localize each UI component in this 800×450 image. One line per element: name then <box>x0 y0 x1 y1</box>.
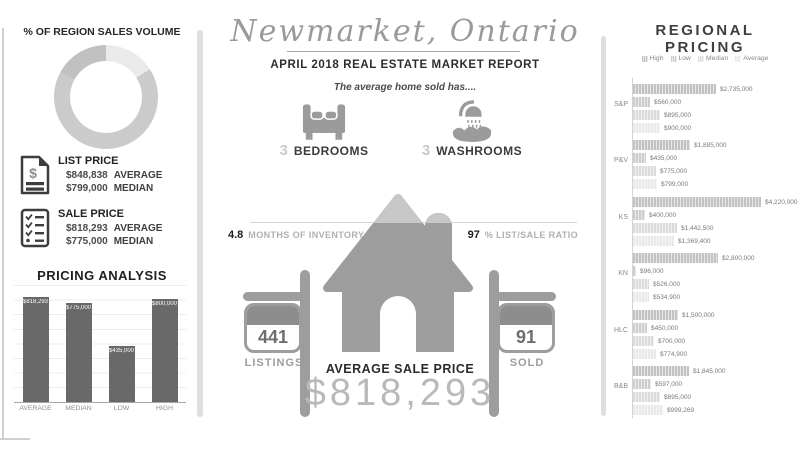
legend-label: Average <box>743 55 769 62</box>
region-group <box>600 140 800 192</box>
legend-label: Median <box>705 55 729 62</box>
report-title: APRIL 2018 REAL ESTATE MARKET REPORT <box>270 59 540 71</box>
region-bar-row <box>600 97 800 107</box>
region-bar-value: $560,000 <box>654 98 682 106</box>
region-bar <box>633 153 646 163</box>
legend-marker <box>735 56 741 62</box>
region-bar <box>633 140 690 150</box>
region-bar-row <box>600 405 800 415</box>
region-bar-value: $1,369,400 <box>678 237 711 245</box>
average-sale-price-value: $818,293 <box>304 372 496 414</box>
legend-label: High <box>649 55 664 62</box>
region-bar-value: $775,000 <box>660 167 688 175</box>
region-bar-row <box>600 392 800 402</box>
region-bar <box>633 210 645 220</box>
region-bar-row <box>600 166 800 176</box>
sold-sign-header <box>500 306 552 325</box>
region-label: B&B <box>613 383 628 390</box>
pricing-analysis-category-label: AVERAGE <box>19 405 52 412</box>
region-bar-row <box>600 123 800 133</box>
sold-label: SOLD <box>509 357 545 369</box>
sold-count: 91 <box>515 327 537 347</box>
pricing-analysis-bar-value: $800,000 <box>151 301 178 307</box>
sold-sign <box>497 303 555 353</box>
house-door <box>380 296 416 352</box>
region-bar-value: $96,000 <box>640 267 664 275</box>
region-bar <box>633 279 649 289</box>
list-price-block <box>20 155 162 195</box>
region-bar-value: $597,000 <box>655 380 683 388</box>
washrooms-count: 3 <box>421 142 431 159</box>
city-title: Newmarket, Ontario <box>230 14 580 49</box>
sale-price-average-value: $818,293 <box>66 223 108 234</box>
page-left-border <box>2 28 4 438</box>
sale-price-block <box>20 208 162 248</box>
region-bar <box>633 123 660 133</box>
region-label: S&P <box>613 101 628 108</box>
sale-price-title: SALE PRICE <box>58 208 125 220</box>
region-bar-value: $895,000 <box>664 393 692 401</box>
pricing-analysis-bar-value: $775,000 <box>65 305 92 311</box>
region-bar <box>633 292 649 302</box>
region-bar <box>633 236 674 246</box>
region-bar-value: $999,269 <box>667 406 695 414</box>
list-price-median-value: $799,000 <box>66 183 108 194</box>
legend-marker <box>642 56 648 62</box>
region-bar-value: $2,735,000 <box>720 85 753 93</box>
bedrooms-stat <box>264 142 384 160</box>
region-bar-row <box>600 84 800 94</box>
bedrooms-label: BEDROOMS <box>293 144 369 158</box>
pricing-analysis-bar <box>66 303 92 402</box>
pricing-analysis-bar <box>152 299 178 402</box>
region-label: P&V <box>613 157 628 164</box>
region-bar-value: $895,000 <box>664 111 692 119</box>
ratio-value: 97 <box>467 229 480 241</box>
region-bar <box>633 166 656 176</box>
inventory-label: MONTHS OF INVENTORY <box>248 230 365 240</box>
region-bar-row <box>600 323 800 333</box>
bedrooms-count: 3 <box>279 142 288 159</box>
region-bar <box>633 97 650 107</box>
legend-item <box>735 55 768 62</box>
region-label: KN <box>618 270 628 277</box>
region-bar <box>633 223 677 233</box>
list-price-median-label: MEDIAN <box>113 183 154 194</box>
region-bar-value: $526,000 <box>653 280 681 288</box>
list-price-title: LIST PRICE <box>58 155 119 167</box>
washrooms-stat <box>412 142 532 160</box>
region-group <box>600 310 800 362</box>
list-price-document-icon <box>20 155 50 195</box>
shower-icon <box>450 100 494 142</box>
region-bar-value: $1,885,000 <box>694 141 727 149</box>
region-sales-donut-chart <box>54 45 158 149</box>
region-bar <box>633 366 689 376</box>
average-sale-price-label: AVERAGE SALE PRICE <box>325 362 475 376</box>
region-bar-row <box>600 236 800 246</box>
region-bar-value: $799,000 <box>661 180 689 188</box>
region-bar-value: $2,800,000 <box>722 254 755 262</box>
listings-count: 441 <box>257 327 289 347</box>
sale-price-checklist-icon <box>20 208 50 248</box>
pricing-analysis-title: PRICING ANALYSIS <box>37 268 167 283</box>
region-label: KS <box>618 214 628 221</box>
region-bar <box>633 392 660 402</box>
inventory-value: 4.8 <box>228 229 244 241</box>
region-bar <box>633 110 660 120</box>
region-bar <box>633 84 716 94</box>
legend-item <box>671 55 691 62</box>
donut-hole <box>70 61 142 133</box>
pricing-analysis-bar <box>23 297 49 402</box>
pricing-analysis-bar-value: $818,293 <box>22 299 49 305</box>
region-label: HLC <box>613 327 628 334</box>
region-bar-row <box>600 140 800 150</box>
list-price-average-label: AVERAGE <box>113 170 163 181</box>
regional-pricing-legend <box>610 55 800 62</box>
region-bar-row <box>600 379 800 389</box>
region-bar-row <box>600 153 800 163</box>
region-bar-row <box>600 366 800 376</box>
region-bar-row <box>600 223 800 233</box>
region-bar-value: $4,220,000 <box>765 198 798 206</box>
region-bar-row <box>600 179 800 189</box>
region-bar <box>633 323 647 333</box>
legend-item <box>698 55 728 62</box>
pricing-analysis-category-label: LOW <box>113 405 130 412</box>
report-subtitle: The average home sold has.... <box>333 82 477 93</box>
region-bar-row <box>600 197 800 207</box>
region-bar-value: $400,000 <box>649 211 677 219</box>
region-bar-row <box>600 210 800 220</box>
region-bar <box>633 310 678 320</box>
pricing-analysis-chart <box>14 285 186 403</box>
left-separator <box>197 30 203 417</box>
donut-chart-title: % OF REGION SALES VOLUME <box>23 26 181 38</box>
region-group <box>600 197 800 249</box>
region-bar-value: $1,845,000 <box>693 367 726 375</box>
region-bar-row <box>600 292 800 302</box>
region-group <box>600 366 800 418</box>
city-title-underline <box>287 51 520 52</box>
region-bar-row <box>600 253 800 263</box>
bed-icon <box>302 104 346 141</box>
legend-marker <box>698 56 704 62</box>
region-bar-row <box>600 310 800 320</box>
listings-label: LISTINGS <box>244 357 304 369</box>
regional-pricing-title: REGIONAL PRICING <box>655 22 755 56</box>
region-bar-value: $435,000 <box>650 154 678 162</box>
region-bar <box>633 197 761 207</box>
region-bar-value: $700,000 <box>658 337 686 345</box>
pricing-analysis-bar <box>109 346 135 402</box>
list-price-average-value: $848,838 <box>66 170 108 181</box>
region-group <box>600 253 800 305</box>
region-bar-value: $774,900 <box>660 350 688 358</box>
region-bar-value: $1,442,500 <box>681 224 714 232</box>
legend-marker <box>671 56 677 62</box>
pricing-analysis-bar-value: $435,000 <box>108 348 135 354</box>
region-bar-row <box>600 110 800 120</box>
pricing-analysis-x-axis <box>14 405 186 412</box>
listings-sign <box>244 303 302 353</box>
region-bar <box>633 405 663 415</box>
pricing-analysis-category-label: HIGH <box>156 405 173 412</box>
regional-pricing-chart <box>600 78 800 418</box>
region-bar <box>633 266 636 276</box>
region-bar <box>633 179 657 189</box>
region-bar <box>633 253 718 263</box>
washrooms-label: WASHROOMS <box>436 144 523 158</box>
legend-label: Low <box>678 55 691 62</box>
region-group <box>600 84 800 136</box>
region-bar-row <box>600 266 800 276</box>
region-bar-value: $534,900 <box>653 293 681 301</box>
listings-sign-arm <box>243 292 303 301</box>
region-bar-row <box>600 279 800 289</box>
sale-price-median-label: MEDIAN <box>113 236 154 247</box>
listings-sign-header <box>247 306 299 325</box>
pricing-analysis-category-label: MEDIAN <box>65 405 92 412</box>
legend-item <box>642 55 664 62</box>
sale-price-average-label: AVERAGE <box>113 223 163 234</box>
region-bar <box>633 336 654 346</box>
region-bar <box>633 349 656 359</box>
region-bar-value: $450,000 <box>651 324 679 332</box>
sold-sign-arm <box>496 292 556 301</box>
region-bar-row <box>600 336 800 346</box>
region-bar-value: $900,000 <box>664 124 692 132</box>
region-bar <box>633 379 651 389</box>
house-icon <box>322 160 482 360</box>
ratio-label: % LIST/SALE RATIO <box>484 230 578 240</box>
region-bar-row <box>600 349 800 359</box>
sale-price-median-value: $775,000 <box>66 236 108 247</box>
region-bar-value: $1,500,000 <box>682 311 715 319</box>
page-bottom-border <box>0 438 30 440</box>
svg-text:$: $ <box>29 165 37 181</box>
